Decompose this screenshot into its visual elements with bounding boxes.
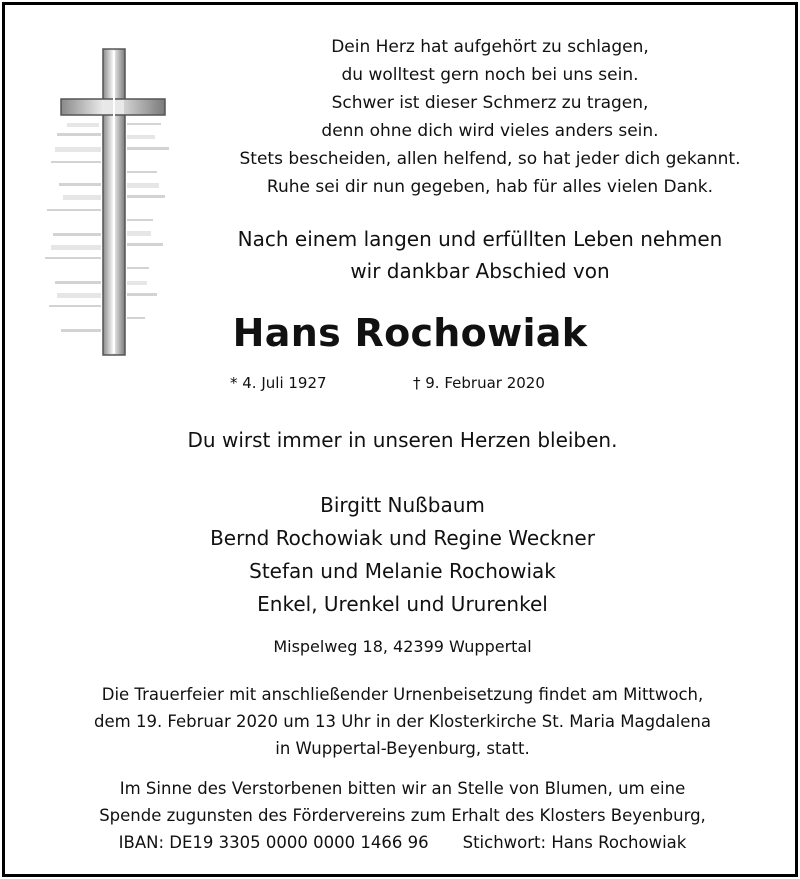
donation-info	[5, 775, 800, 856]
bank-line	[5, 829, 800, 856]
intro-line: Nach einem langen und erfüllten Leben nehmen	[237, 227, 723, 251]
donation-keyword: Stichwort: Hans Rochowiak	[462, 833, 687, 852]
ceremony-line: Die Trauerfeier mit anschließender Urnenbeisetzung findet am Mittwoch,	[101, 685, 704, 704]
poem-line: Dein Herz hat aufgehört zu schlagen,	[331, 37, 649, 57]
poem-line: denn ohne dich wird vieles anders sein.	[321, 121, 659, 141]
family-member: Birgitt Nußbaum	[320, 493, 485, 517]
poem-line: Schwer ist dieser Schmerz zu tragen,	[331, 93, 649, 113]
family-list	[5, 489, 800, 621]
deceased-name: Hans Rochowiak	[232, 311, 588, 355]
intro-text	[155, 223, 800, 287]
poem-line: Ruhe sei dir nun gegeben, hab für alles vielen Dank.	[266, 177, 714, 197]
address: Mispelweg 18, 42399 Wuppertal	[273, 637, 532, 656]
obituary-notice	[2, 2, 798, 877]
family-member: Bernd Rochowiak und Regine Weckner	[210, 526, 595, 550]
motto: Du wirst immer in unseren Herzen bleiben.	[187, 428, 618, 452]
death-date: † 9. Februar 2020	[413, 374, 545, 392]
poem-line: du wolltest gern noch bei uns sein.	[341, 65, 639, 85]
family-member: Enkel, Urenkel und Ururenkel	[257, 592, 548, 616]
donation-line: Im Sinne des Verstorbenen bitten wir an Stelle von Blumen, um eine	[119, 779, 686, 798]
ceremony-line: dem 19. Februar 2020 um 13 Uhr in der Klosterkirche St. Maria Magdalena	[94, 712, 711, 731]
ceremony-info	[5, 681, 800, 762]
iban: IBAN: DE19 3305 0000 0000 1466 96	[118, 833, 429, 852]
intro-line: wir dankbar Abschied von	[350, 259, 610, 283]
ceremony-line: in Wuppertal-Beyenburg, statt.	[275, 739, 530, 758]
cross-icon	[43, 43, 183, 363]
family-member: Stefan und Melanie Rochowiak	[249, 559, 556, 583]
birth-date: * 4. Juli 1927	[230, 374, 327, 392]
poem	[175, 33, 800, 201]
poem-line: Stets bescheiden, allen helfend, so hat jeder dich gekannt.	[239, 149, 741, 169]
donation-line: Spende zugunsten des Fördervereins zum Erhalt des Klosters Beyenburg,	[99, 806, 706, 825]
